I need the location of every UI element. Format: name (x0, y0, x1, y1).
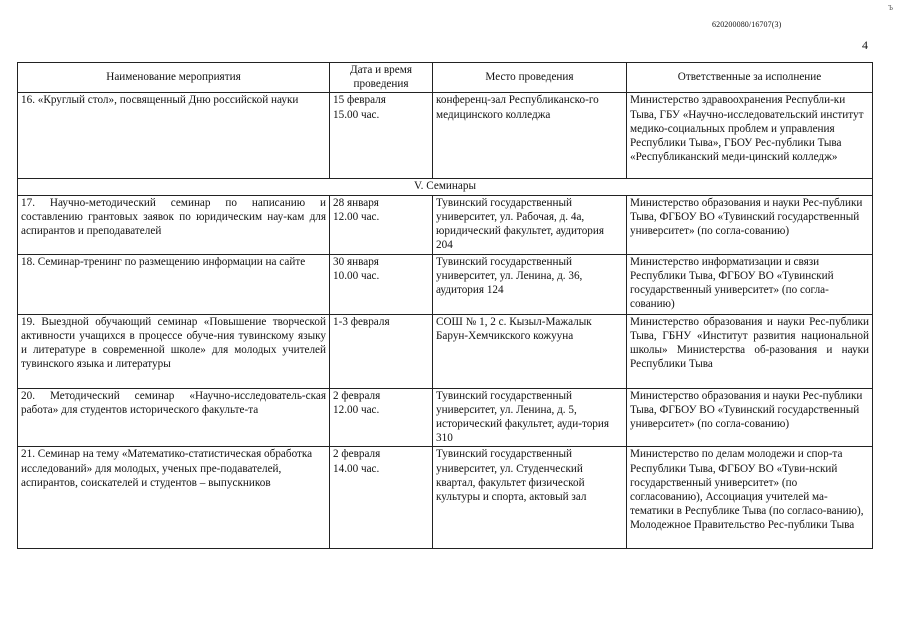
event-date: 28 января (333, 196, 379, 209)
event-time: 14.00 час. (333, 462, 380, 475)
event-responsible-cell: Министерство здравоохранения Республи-ки Тыва, ГБУ «Научно-исследовательский институт медико-социальных проблем и управления Республики Тыва», ГБОУ Рес-публики Тыва «Республиканский меди-цинский колледж» (627, 93, 873, 179)
event-responsible-cell: Министерство информатизации и связи Республики Тыва, ФГБОУ ВО «Тувинский государственный университет» (по согла-сованию) (627, 254, 873, 314)
event-date: 2 февраля (333, 448, 381, 461)
event-place-cell: Тувинский государственный университет, ул. Ленина, д. 5, исторический факультет, ауди-тория 310 (433, 388, 627, 447)
event-place-cell: Тувинский государственный университет, ул. Ленина, д. 36, аудитория 124 (433, 254, 627, 314)
table-row (18, 195, 873, 254)
section-row (18, 179, 873, 195)
column-header-responsible: Ответственные за исполнение (627, 63, 873, 93)
event-time: 12.00 час. (333, 403, 380, 416)
event-date: 1-3 февраля (333, 315, 390, 328)
section-title: V. Семинары (18, 179, 873, 195)
table-row (18, 254, 873, 314)
event-name-cell: 20. Методический семинар «Научно-исследователь-ская работа» для студентов исторического факульте-та (18, 388, 330, 447)
page-number: 4 (862, 38, 868, 52)
event-responsible-cell: Министерство образования и науки Рес-публики Тыва, ФГБОУ ВО «Тувинский государственный университет» (по согла-сованию) (627, 388, 873, 447)
event-date: 2 февраля (333, 389, 381, 402)
column-header-name: Наименование мероприятия (18, 63, 330, 93)
table-row (18, 314, 873, 388)
event-place-cell: Тувинский государственный университет, ул. Рабочая, д. 4а, юридический факультет, аудитория 204 (433, 195, 627, 254)
event-place-cell: Тувинский государственный университет, ул. Студенческий квартал, факультет физической культуры и спорта, актовый зал (433, 447, 627, 549)
column-header-place: Место проведения (433, 63, 627, 93)
event-date: 30 января (333, 255, 379, 268)
table-row (18, 447, 873, 549)
event-time: 15.00 час. (333, 108, 380, 121)
column-header-date: Дата и время проведения (330, 63, 433, 93)
event-name-cell: 19. Выездной обучающий семинар «Повышение творческой активности учащихся в процессе обуче-ния тувинскому языку и литературе в современной школе» для молодых учителей тувинского языка и литературы (18, 314, 330, 388)
event-date-cell (330, 388, 433, 447)
event-name-cell: 21. Семинар на тему «Математико-статистическая обработка исследований» для молодых, ученых пре-подавателей, аспирантов, соискателей и студентов – выпускников (18, 447, 330, 549)
event-time: 12.00 час. (333, 210, 380, 223)
event-place-cell: СОШ № 1, 2 с. Кызыл-Мажалык Барун-Хемчикского кожууна (433, 314, 627, 388)
event-name-cell: 18. Семинар-тренинг по размещению информации на сайте (18, 254, 330, 314)
event-responsible-cell: Министерство по делам молодежи и спор-та Республики Тыва, ФГБОУ ВО «Туви-нский государственный университет» (по согласованию), Ассоциация учителей ма-тематики в Республике Тыва (по согласо-ванию), Молодежное Правительство Рес-публики Тыва (627, 447, 873, 549)
event-date-cell (330, 254, 433, 314)
event-date-cell (330, 195, 433, 254)
event-time: 10.00 час. (333, 269, 380, 282)
table-row (18, 93, 873, 179)
event-name-cell: 17. Научно-методический семинар по написанию и составлению грантовых заявок по юридическим нау-кам для аспирантов и преподавателей (18, 195, 330, 254)
event-date-cell (330, 447, 433, 549)
table-header-row (18, 63, 873, 93)
event-responsible-cell: Министерство образования и науки Рес-публики Тыва, ФГБОУ ВО «Тувинский государственный университет» (по согла-сованию) (627, 195, 873, 254)
events-table (17, 62, 873, 549)
event-date-cell (330, 314, 433, 388)
corner-mark: Ъ (888, 4, 893, 12)
table-row (18, 388, 873, 447)
document-number: 620200080/16707(3) (712, 20, 782, 29)
event-date-cell (330, 93, 433, 179)
event-date: 15 февраля (333, 94, 386, 107)
event-place-cell: конференц-зал Республиканско-го медицинского колледжа (433, 93, 627, 179)
event-name-cell: 16. «Круглый стол», посвященный Дню российской науки (18, 93, 330, 179)
event-responsible-cell: Министерство образования и науки Рес-публики Тыва, ГБНУ «Институт развития национальной школы» Министерства об-разования и науки Республики Тыва (627, 314, 873, 388)
